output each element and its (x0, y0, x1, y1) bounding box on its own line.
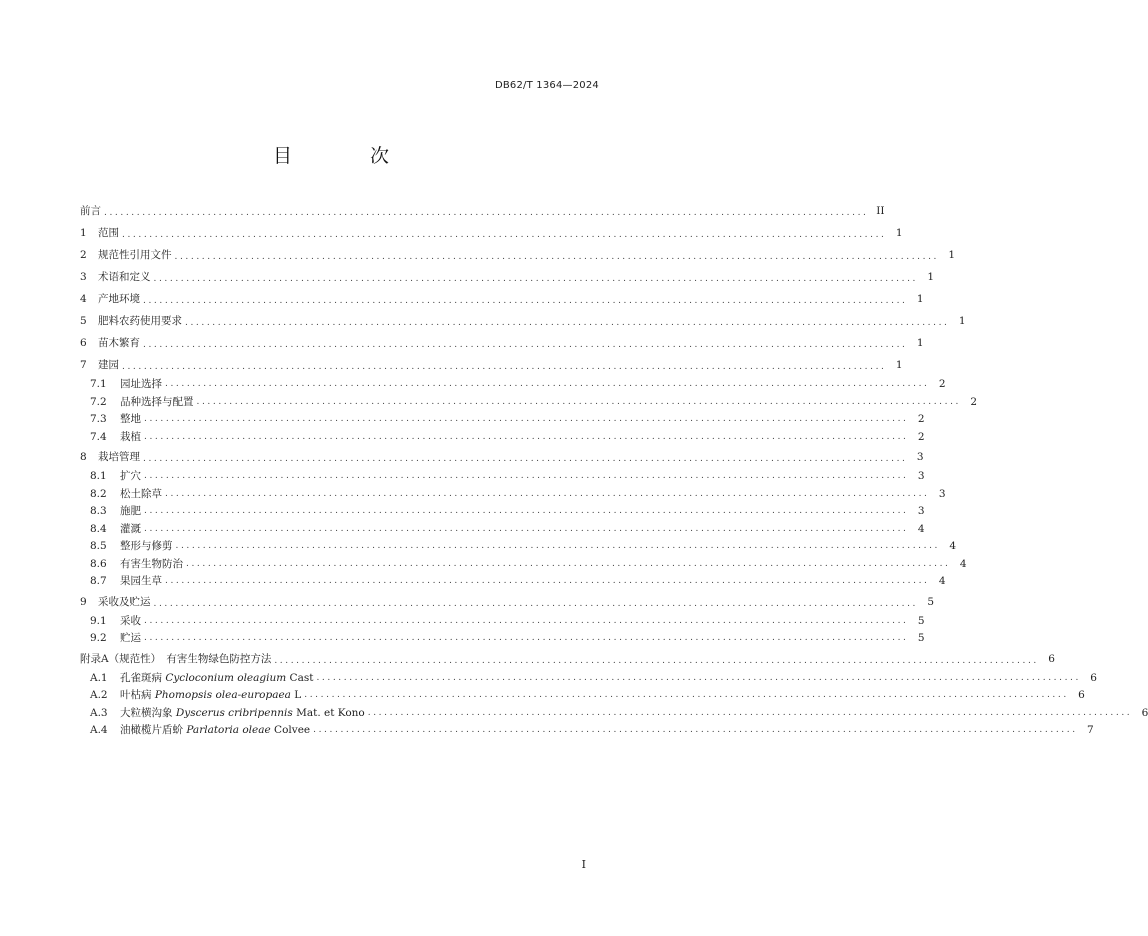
toc-entry-title (120, 411, 141, 429)
toc-entry[interactable] (80, 687, 1085, 705)
toc-entry-scientific-name: Phomopsis olea-europaea (154, 689, 291, 701)
toc-entry-page: 6 (1141, 706, 1148, 719)
toc-entry-title (98, 446, 140, 468)
toc-entry-page: 2 (970, 395, 978, 408)
toc-entry-page: 4 (938, 575, 946, 587)
toc-entry-scientific-name: Cycloconium oleagium (165, 671, 287, 684)
toc-entry-page: 5 (927, 595, 935, 608)
toc-entry[interactable] (80, 573, 946, 591)
toc-leader-dots: ............................................................................................................................................ (313, 725, 1078, 735)
toc-entry-page: 6 (1048, 652, 1055, 665)
toc-entry-number: 9 (80, 595, 87, 608)
toc-entry-title-text: 建园 (98, 359, 119, 371)
toc-entry[interactable] (80, 591, 935, 613)
toc-entry-author: L (290, 689, 302, 701)
toc-entry-page: II (876, 205, 885, 217)
toc-entry-title-text: 栽植 (120, 430, 141, 443)
toc-entry[interactable] (80, 446, 924, 468)
toc-entry[interactable] (80, 376, 946, 394)
toc-leader-dots: ............................................................................................................................................ (144, 615, 909, 626)
toc-entry-number: 8.6 (90, 557, 107, 570)
toc-entry-page: 4 (959, 557, 967, 570)
toc-entry[interactable] (80, 503, 925, 521)
toc-entry-title (120, 538, 173, 556)
toc-entry-page: 7 (1086, 724, 1094, 736)
toc-entry-title (98, 244, 172, 266)
toc-entry[interactable] (80, 722, 1094, 740)
toc-entry-number: 7.2 (90, 395, 107, 408)
toc-entry-title-text: 苗木繁育 (98, 337, 140, 349)
toc-leader-dots: ............................................................................................................................................ (153, 274, 919, 285)
toc-entry[interactable] (80, 486, 946, 504)
toc-leader-dots: ............................................................................................................................................ (316, 672, 1081, 683)
toc-entry-title (120, 394, 194, 412)
toc-entry-title (120, 705, 365, 723)
toc-entry-title-text: 前言 (80, 205, 101, 217)
toc-entry-number: 7.4 (90, 430, 107, 443)
toc-leader-dots: ............................................................................................................................................ (104, 208, 869, 219)
toc-entry-page: 6 (1078, 689, 1085, 701)
toc-entry-number: 8.4 (90, 522, 107, 535)
toc-entry-number: 9.2 (90, 632, 107, 644)
toc-entry-title (120, 503, 141, 521)
toc-entry-number: 1 (80, 227, 87, 239)
toc-leader-dots: ............................................................................................................................................ (144, 633, 909, 643)
toc-entry-title (98, 288, 140, 310)
toc-entry-title-text: 术语和定义 (98, 271, 151, 283)
toc-entry-number: 7.3 (90, 413, 107, 425)
toc-entry-title-text: 施肥 (120, 505, 141, 517)
toc-leader-dots: ............................................................................................................................................ (274, 655, 1039, 666)
toc-entry-title (120, 687, 301, 705)
toc-entry-page: 3 (916, 451, 924, 463)
toc-entry-scientific-name: Parlatoria oleae (186, 724, 271, 736)
toc-entry-number: 8.2 (90, 487, 107, 500)
toc-entry[interactable] (80, 411, 925, 429)
toc-entry[interactable] (80, 521, 925, 539)
toc-entry-title (120, 556, 183, 574)
document-code: DB62/T 1364—2024 (494, 80, 599, 91)
toc-leader-dots: ............................................................................................................................................ (175, 541, 941, 551)
toc-entry[interactable] (80, 332, 924, 354)
toc-entry-number: A.2 (90, 689, 108, 701)
toc-leader-dots: ............................................................................................................................................ (186, 558, 951, 569)
toc-entry-page: 1 (958, 315, 966, 327)
toc-leader-dots: ............................................................................................................................................ (144, 414, 909, 424)
toc-entry[interactable] (80, 266, 935, 288)
toc-entry-title (98, 310, 182, 332)
toc-entry-title-text: 叶枯病 (120, 689, 155, 701)
toc-entry[interactable] (80, 429, 925, 447)
page-title: 目 次 (272, 145, 426, 167)
toc-entry-title-text: 品种选择与配置 (120, 395, 194, 408)
toc-entry-title (98, 332, 140, 354)
toc-entry-page: 4 (949, 540, 957, 552)
toc-entry-title (98, 354, 119, 376)
toc-leader-dots: ............................................................................................................................................ (143, 340, 908, 351)
toc-entry-page: 1 (948, 249, 956, 261)
toc-entry-number: A.3 (90, 706, 108, 719)
toc-entry-number: 8.3 (90, 505, 107, 517)
toc-entry-title-text: 肥料农药使用要求 (98, 315, 182, 327)
toc-entry[interactable] (80, 468, 925, 486)
toc-entry-number: 8.7 (90, 575, 107, 587)
toc-entry-title (120, 486, 162, 504)
toc-entry-title-text: 整形与修剪 (120, 540, 173, 552)
toc-entry-title-text: 栽培管理 (98, 451, 140, 463)
toc-leader-dots: ............................................................................................................................................ (122, 362, 887, 373)
toc-entry[interactable] (80, 648, 1055, 670)
toc-entry-title (120, 613, 141, 631)
toc-entry-title-text: 有害生物防治 (120, 557, 183, 570)
toc-entry[interactable] (80, 705, 1148, 723)
toc-entry-page: 5 (917, 614, 925, 627)
toc-entry-title-text: 采收 (120, 614, 141, 627)
toc-entry-title-text: 范围 (98, 227, 119, 239)
toc-entry-page: 1 (916, 337, 924, 349)
toc-entry[interactable] (80, 354, 903, 376)
toc-leader-dots: ............................................................................................................................................ (165, 576, 930, 586)
toc-entry-title-text: 整地 (120, 413, 141, 425)
toc-leader-dots: ............................................................................................................................................ (174, 252, 940, 263)
toc-entry[interactable] (80, 670, 1097, 688)
toc-entry-number: A.1 (90, 671, 108, 684)
toc-entry[interactable] (80, 394, 978, 412)
toc-entry-number: 3 (80, 271, 87, 283)
toc-leader-dots: ............................................................................................................................................ (165, 379, 930, 389)
toc-leader-dots: ............................................................................................................................................ (144, 471, 909, 481)
toc-entry[interactable] (80, 200, 885, 222)
toc-leader-dots: ............................................................................................................................................ (144, 431, 909, 442)
toc-entry-title-text: 扩穴 (120, 470, 141, 482)
toc-entry-number: 8.5 (90, 540, 107, 552)
toc-entry[interactable] (80, 538, 957, 556)
toc-entry[interactable] (80, 630, 925, 648)
toc-leader-dots: ............................................................................................................................................ (144, 523, 909, 534)
toc-entry-title-text: 油橄榄片盾蚧 (120, 724, 187, 736)
toc-entry-title-text: 孔雀斑病 (120, 671, 166, 684)
toc-entry-title (98, 591, 151, 613)
toc-entry-number: 8.1 (90, 470, 107, 482)
toc-entry-page: 3 (917, 470, 925, 482)
toc-entry-title (120, 429, 141, 447)
toc-entry-author: Mat. et Kono (292, 706, 365, 719)
toc-entry[interactable] (80, 310, 966, 332)
toc-entry[interactable] (80, 288, 924, 310)
toc-leader-dots: ............................................................................................................................................ (185, 318, 950, 329)
toc-entry-title-text: 大粒横沟象 (120, 706, 176, 719)
toc-entry-number: A.4 (90, 724, 108, 736)
toc-entry-number: 6 (80, 337, 87, 349)
toc-entry-title (80, 648, 271, 670)
toc-leader-dots: ............................................................................................................................................ (143, 454, 908, 465)
toc-entry-title (120, 468, 141, 486)
toc-leader-dots: ............................................................................................................................................ (196, 396, 962, 407)
toc-leader-dots: ............................................................................................................................................ (143, 296, 908, 307)
toc-entry-page: 2 (938, 378, 946, 390)
toc-entry-title-text: 贮运 (120, 632, 141, 644)
toc-leader-dots: ............................................................................................................................................ (165, 488, 930, 499)
toc-entry-number: 7 (80, 359, 87, 371)
toc-entry-title-text: 附录A（规范性） 有害生物绿色防控方法 (80, 652, 272, 665)
toc-entry[interactable] (80, 556, 967, 574)
toc-entry-page: 3 (938, 487, 946, 500)
toc-entry-page: 5 (917, 632, 925, 644)
toc-entry-page: 1 (895, 227, 903, 239)
toc-entry-title (120, 630, 141, 648)
toc-entry-number: 5 (80, 315, 87, 327)
toc-entry-title-text: 松土除草 (120, 487, 162, 500)
toc-entry-number: 2 (80, 249, 87, 261)
toc-entry[interactable] (80, 244, 956, 266)
toc-entry-page: 1 (916, 293, 924, 305)
toc-entry-page: 6 (1090, 671, 1097, 684)
toc-entry-title (98, 266, 151, 288)
toc-entry-title-text: 灌溉 (120, 522, 141, 535)
toc-leader-dots: ............................................................................................................................................ (144, 506, 909, 516)
toc-entry-title (120, 521, 141, 539)
toc-entry-author: Colvee (270, 724, 311, 736)
toc-entry-number: 9.1 (90, 614, 107, 627)
toc-entry-author: Cast (286, 671, 314, 684)
toc-leader-dots: ............................................................................................................................................ (304, 690, 1069, 700)
page-number: I (581, 858, 586, 871)
toc-leader-dots: ............................................................................................................................................ (367, 707, 1133, 718)
toc-entry-title-text: 果园生草 (120, 575, 162, 587)
toc-entry-number: 4 (80, 293, 87, 305)
toc-entry-page: 2 (917, 413, 925, 425)
toc-entry-title (120, 722, 310, 740)
toc-entry-page: 4 (917, 522, 925, 535)
toc-entry-number: 7.1 (90, 378, 107, 390)
toc-entry-title (120, 573, 162, 591)
toc-entry-number: 8 (80, 451, 87, 463)
toc-entry-title (120, 670, 313, 688)
toc-entry-page: 3 (917, 505, 925, 517)
table-of-contents (80, 200, 1148, 740)
toc-entry-title (80, 200, 101, 222)
toc-entry-page: 1 (895, 359, 903, 371)
toc-leader-dots: ............................................................................................................................................ (153, 598, 919, 609)
toc-entry-title-text: 规范性引用文件 (98, 249, 172, 261)
toc-entry-page: 2 (917, 430, 925, 443)
toc-leader-dots: ............................................................................................................................................ (122, 230, 887, 241)
toc-entry-title-text: 采收及贮运 (98, 595, 151, 608)
toc-entry-title (98, 222, 119, 244)
toc-entry-title (120, 376, 162, 394)
toc-entry-title-text: 产地环境 (98, 293, 140, 305)
toc-entry-title-text: 园址选择 (120, 378, 162, 390)
toc-entry[interactable] (80, 613, 925, 631)
toc-entry[interactable] (80, 222, 903, 244)
toc-entry-scientific-name: Dyscerus cribripennis (175, 706, 293, 719)
toc-entry-page: 1 (927, 271, 935, 283)
